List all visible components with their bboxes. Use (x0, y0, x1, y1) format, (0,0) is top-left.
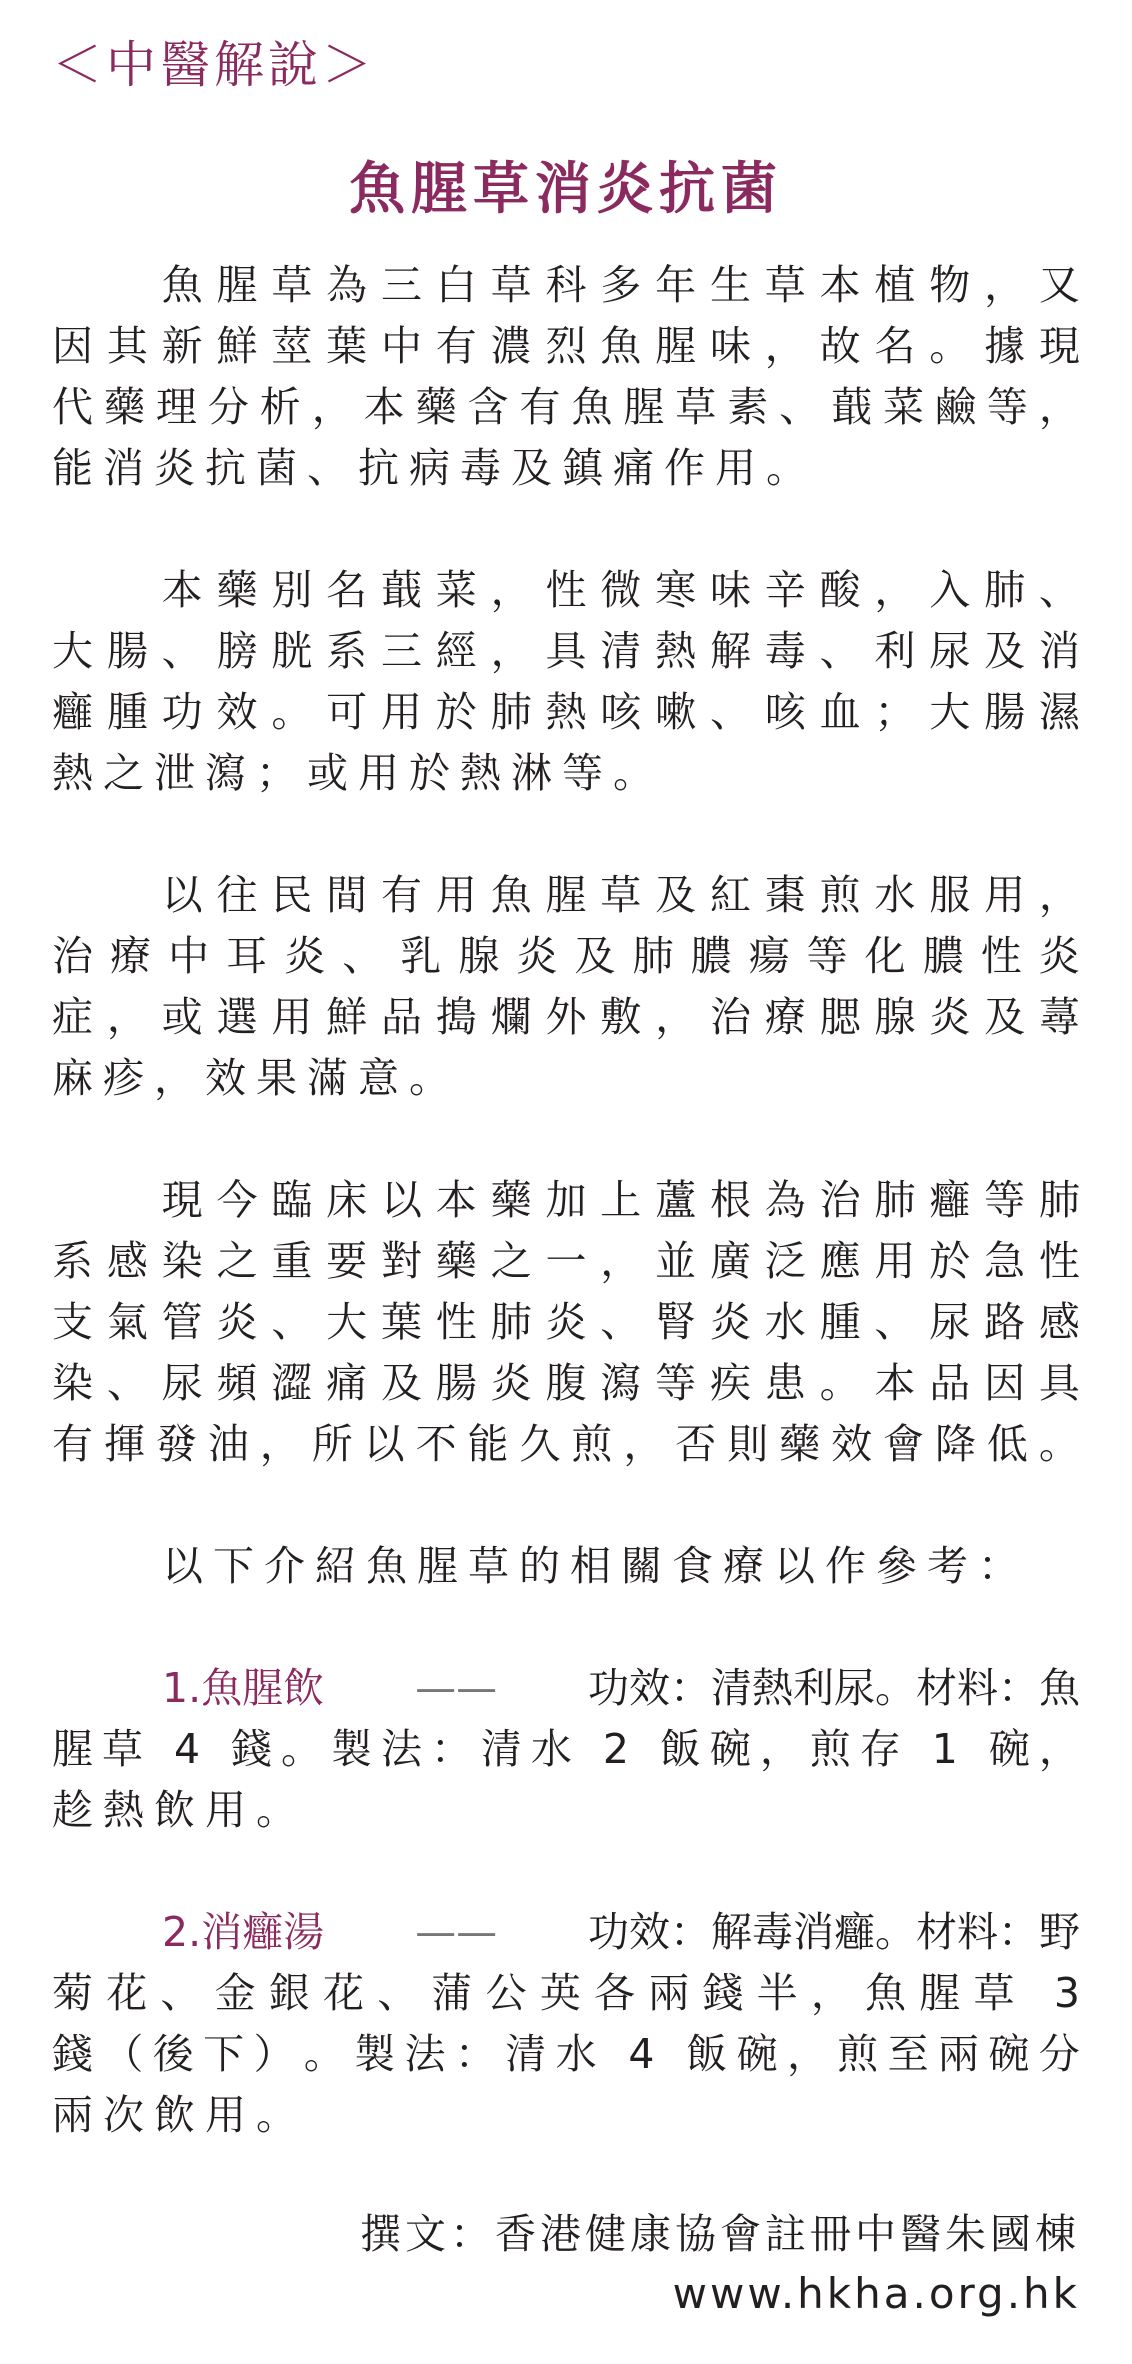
paragraph-line: 系 感 染 之 重 要 對 藥 之 一 ， 並 廣 泛 應 用 於 急 性 (52, 1237, 1080, 1285)
paragraph-line: 代 藥 理 分 析 ， 本 藥 含 有 魚 腥 草 素 、 蕺 菜 鹼 等 ， (52, 383, 1080, 431)
recipe-line: 錢 （ 後 下 ） 。 製 法 ： 清 水 4 飯 碗 ， 煎 至 兩 碗 分 (52, 2030, 1080, 2078)
recipe-1 (52, 1658, 1080, 1841)
recipe-dash: —— (415, 1908, 498, 1956)
paragraph-line: 症 ， 或 選 用 鮮 品 搗 爛 外 敷 ， 治 療 腮 腺 炎 及 蕁 (52, 993, 1080, 1041)
recipe-line: 兩次飲用。 (52, 2091, 307, 2139)
paragraph-4 (52, 1170, 1080, 1475)
paragraph-line: 支 氣 管 炎 、 大 葉 性 肺 炎 、 腎 炎 水 腫 、 尿 路 感 (52, 1298, 1080, 1346)
paragraph-line: 有 揮 發 油 ， 所 以 不 能 久 煎 ， 否 則 藥 效 會 降 低 。 (52, 1420, 1080, 1468)
recipes-intro: 以下介紹魚腥草的相關食療以作參考： (162, 1542, 1029, 1590)
author-signature: 撰文：香港健康協會註冊中醫朱國棟 (360, 2210, 1080, 2258)
recipe-first-line (52, 1902, 1080, 1963)
website-link[interactable]: www.hkha.org.hk (672, 2269, 1080, 2318)
paragraph-1 (52, 255, 1080, 499)
paragraph-line: 本 藥 別 名 蕺 菜 ， 性 微 寒 味 辛 酸 ， 入 肺 、 (161, 566, 1080, 614)
recipe-first-line-text: 功效：清熱利尿。材料：魚 (588, 1664, 1080, 1712)
paragraph-3 (52, 865, 1080, 1109)
recipe-name: 1.魚腥飲 (162, 1664, 325, 1712)
paragraph-line: 治 療 中 耳 炎 、 乳 腺 炎 及 肺 膿 瘍 等 化 膿 性 炎 (52, 932, 1080, 980)
paragraph-line: 現 今 臨 床 以 本 藥 加 上 蘆 根 為 治 肺 癰 等 肺 (161, 1176, 1080, 1224)
paragraph-line: 能消炎抗菌、抗病毒及鎮痛作用。 (52, 444, 817, 492)
paragraph-line: 熱之泄瀉；或用於熱淋等。 (52, 749, 664, 797)
paragraph-line: 魚 腥 草 為 三 白 草 科 多 年 生 草 本 植 物 ， 又 (161, 261, 1080, 309)
paragraph-2 (52, 560, 1080, 804)
recipe-first-line (52, 1658, 1080, 1719)
article-body (52, 255, 1080, 2207)
recipe-line: 腥 草 4 錢 。 製 法 ： 清 水 2 飯 碗 ， 煎 存 1 碗 ， (52, 1725, 1080, 1773)
paragraph-line: 因 其 新 鮮 莖 葉 中 有 濃 烈 魚 腥 味 ， 故 名 。 據 現 (52, 322, 1080, 370)
recipe-dash: —— (415, 1664, 498, 1712)
paragraph-line: 染 、 尿 頻 澀 痛 及 腸 炎 腹 瀉 等 疾 患 。 本 品 因 具 (52, 1359, 1080, 1407)
section-tag: ＜中醫解說＞ (52, 36, 376, 94)
recipe-line: 趁熱飲用。 (52, 1786, 307, 1834)
paragraph-line: 以 往 民 間 有 用 魚 腥 草 及 紅 棗 煎 水 服 用 ， (161, 871, 1080, 919)
paragraph-line: 麻疹，效果滿意。 (52, 1054, 460, 1102)
paragraph-line: 癰 腫 功 效 。 可 用 於 肺 熱 咳 嗽 、 咳 血 ； 大 腸 濕 (52, 688, 1080, 736)
article-title: 魚腥草消炎抗菌 (349, 157, 783, 222)
recipe-name: 2.消癰湯 (162, 1908, 325, 1956)
recipe-first-line-text: 功效：解毒消癰。材料：野 (588, 1908, 1080, 1956)
recipe-line: 菊 花 、 金 銀 花 、 蒲 公 英 各 兩 錢 半 ， 魚 腥 草 3 (52, 1969, 1080, 2017)
paragraph-line: 大 腸 、 膀 胱 系 三 經 ， 具 清 熱 解 毒 、 利 尿 及 消 (52, 627, 1080, 675)
recipe-2 (52, 1902, 1080, 2146)
